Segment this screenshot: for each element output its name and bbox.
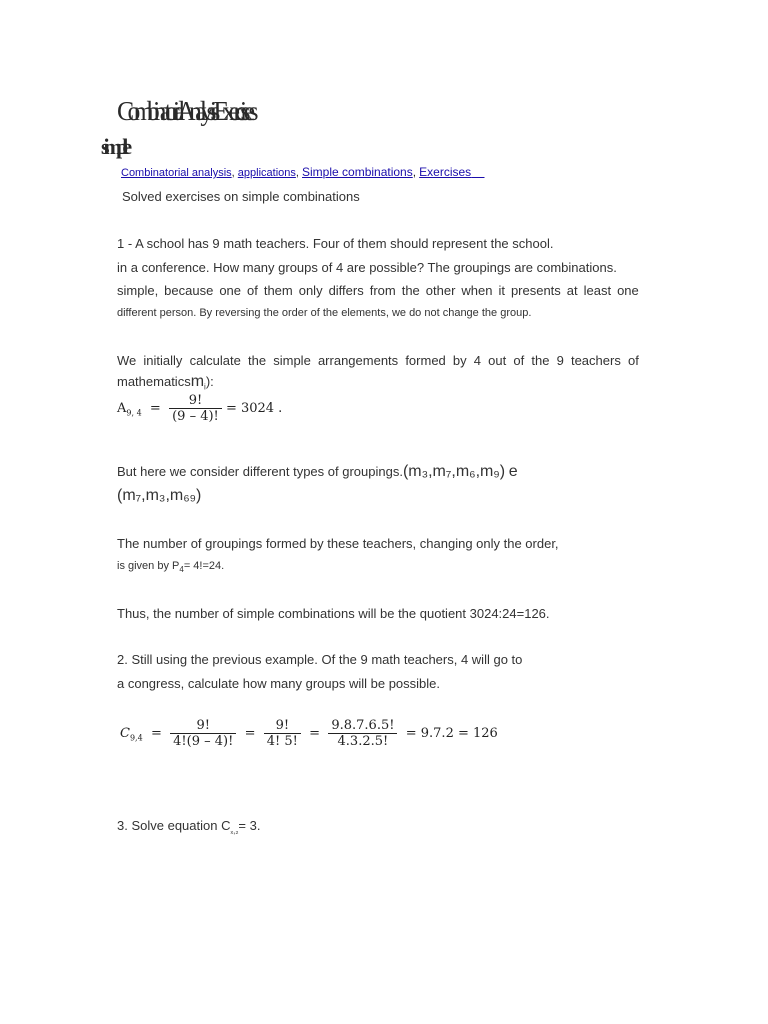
word: simple — [273, 353, 311, 368]
word: We — [117, 353, 137, 368]
word: calculate — [189, 353, 241, 368]
ex3-line: 3. Solve equation $C_{_x,_2}= 3$. — [117, 818, 261, 836]
word: out — [488, 353, 507, 368]
word: it — [498, 283, 505, 298]
word: one — [617, 283, 639, 298]
word: formed — [405, 353, 446, 368]
word: 9 — [556, 353, 564, 368]
word: 4 — [473, 353, 482, 368]
word: when — [461, 283, 493, 298]
word: of — [513, 353, 525, 368]
word: because — [164, 283, 214, 298]
word: by — [452, 353, 467, 368]
ex1-line1: 1 - A school has 9 math teachers. Four of them should represent the school. — [117, 236, 554, 251]
ex1-line2: in a conference. How many groups of 4 are possible? The groupings are combinations. — [117, 260, 617, 275]
word: presents — [510, 283, 561, 298]
word: of — [247, 283, 258, 298]
ex1-line4: different person. By reversing the order of the elements, we do not change the group. — [117, 307, 532, 319]
breadcrumb: Combinatorial analysis, applications, Simple combinations, Exercises — [121, 165, 485, 179]
word: from — [369, 283, 396, 298]
combination-formula: $C_{9,4}$ = $\frac{9!}{4!(9 - 4)!}$ = $\frac{9!}{4! 5!}$ = $\frac{9.8.7.6.5!}{4.3.2.5!}$ = 9.7.2 = 126 — [120, 718, 498, 749]
word: arrangements — [317, 353, 399, 368]
word: the — [401, 283, 420, 298]
word: of — [627, 353, 639, 368]
breadcrumb-link-exercises[interactable]: Exercises — [419, 165, 472, 179]
word: other — [425, 283, 456, 298]
calc-line1 — [117, 353, 639, 368]
word: differs — [328, 283, 364, 298]
word: at — [566, 283, 578, 298]
perm-line2: is given by $P_4= 4!=24$. — [117, 560, 225, 575]
word: one — [219, 283, 242, 298]
word: the — [248, 353, 267, 368]
ex2-line1: 2. Still using the previous example. Of the 9 math teachers, 4 will go to — [117, 652, 523, 667]
garbled-heading-line1: Combinatorial Analysis Exercises — [117, 96, 252, 126]
breadcrumb-link-simple-combinations[interactable]: Simple combinations — [302, 165, 413, 179]
arrangement-formula: $A_{9, 4}$ = $\frac{9!}{(9 - 4)!}$ = 3024 . — [117, 393, 283, 424]
breadcrumb-link-applications[interactable]: applications — [237, 167, 296, 179]
ex2-line2: a congress, calculate how many groups will be possible. — [117, 676, 441, 691]
quotient-line: Thus, the number of simple combinations will be the quotient 3024:24=126. — [117, 606, 550, 621]
word: the — [531, 353, 550, 368]
word: initially — [143, 353, 183, 368]
ex1-line3 — [117, 283, 639, 298]
groupings-line1: But here we consider different types of groupings.(m₃,m₇,m₆,m₉) e — [117, 463, 518, 480]
word: teachers — [570, 353, 621, 368]
word: least — [583, 283, 612, 298]
page-subtitle: Solved exercises on simple combinations — [122, 189, 360, 204]
word: simple, — [117, 283, 159, 298]
breadcrumb-link-combinatorial-analysis[interactable]: Combinatorial analysis — [121, 167, 232, 179]
word: only — [298, 283, 323, 298]
garbled-heading-line2: simple — [101, 134, 127, 159]
groupings-line2: (m₇,m₃,m₆₉) — [117, 487, 202, 504]
perm-line1: The number of groupings formed by these teachers, changing only the order, — [117, 536, 559, 551]
word: them — [263, 283, 293, 298]
calc-line2: mathematicsm$_i$): — [117, 373, 214, 392]
